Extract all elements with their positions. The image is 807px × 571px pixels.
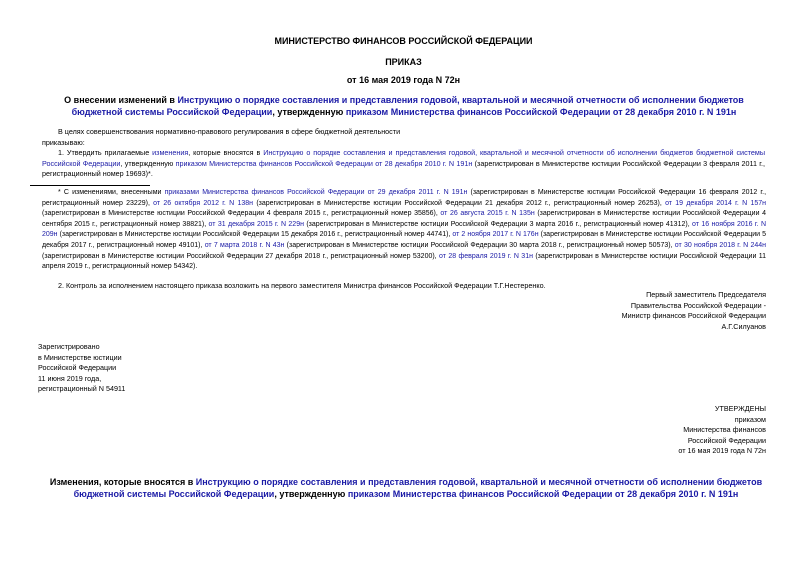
approved-block bbox=[560, 404, 766, 457]
changes-order-191n-link[interactable]: приказом Министерства финансов Российской Федерации от 28 декабря 2010 г. N 191н bbox=[347, 489, 739, 499]
approved-line-3: Министерства финансов bbox=[683, 425, 766, 435]
approved-line-5: от 16 мая 2019 года N 72н bbox=[678, 446, 766, 456]
signature-line-3: Министр финансов Российской Федерации bbox=[621, 311, 766, 321]
registration-number: регистрационный N 54911 bbox=[38, 384, 126, 394]
changes-link[interactable]: изменения bbox=[152, 148, 189, 157]
instruction-link[interactable]: Инструкцию о порядке составления и представления годовой, квартальной и месячной отчетности об исполнении бюджетов бюджетной системы Российской Федерации bbox=[71, 95, 744, 117]
ministry-name: МИНИСТЕРСТВО ФИНАНСОВ РОССИЙСКОЙ ФЕДЕРАЦИИ bbox=[274, 36, 533, 46]
footnote-link-8[interactable]: от 7 марта 2018 г. N 43н bbox=[204, 241, 285, 249]
intro-text: В целях совершенствования нормативно-правового регулирования в сфере бюджетной деятельности bbox=[58, 127, 401, 136]
signature-line-2: Правительства Российской Федерации - bbox=[630, 300, 766, 310]
registration-line-3: Российской Федерации bbox=[38, 363, 117, 373]
footnote-link-7[interactable]: от 2 ноября 2017 г. N 176н bbox=[452, 231, 539, 239]
approved-line-1: УТВЕРЖДЕНЫ bbox=[714, 404, 766, 413]
approved-line-4: Российской Федерации bbox=[687, 435, 766, 445]
doc-date-number: от 16 мая 2019 года N 72н bbox=[346, 75, 461, 85]
footnote-link-4[interactable]: от 26 августа 2015 г. N 135н bbox=[440, 210, 535, 218]
registration-line-1: Зарегистрировано bbox=[38, 342, 100, 351]
footnote-link-10[interactable]: от 28 февраля 2019 г. N 31н bbox=[439, 252, 533, 260]
order-word: приказываю: bbox=[42, 138, 85, 147]
doc-type: ПРИКАЗ bbox=[385, 57, 422, 67]
footnote-link-2[interactable]: от 26 октября 2012 г. N 138н bbox=[153, 199, 254, 207]
document-title: О внесении изменений в Инструкцию о порядке составления и представления годовой, квартальной и месячной отчетности об исполнении бюджетов бюджетной системы Российской Федерации, утвержденную приказом Министерства финансов Российской Федерации от 28 декабря 2010 г. N 191н bbox=[64, 95, 744, 117]
approved-line-2: приказом bbox=[734, 414, 766, 424]
signature-block bbox=[460, 290, 766, 332]
order-191n-link[interactable]: приказом Министерства финансов Российской Федерации от 28 декабря 2010 г. N 191н bbox=[345, 107, 737, 117]
footnote: * С изменениями, внесенными приказами Министерства финансов Российской Федерации от 29 декабря 2011 г. N 191н (зарегистрирован в Министерстве юстиции Российской Федерации 16 февраля 2012 г., регистрационный номер 23229), от 26 октября 2012 г. N 138н (зарегистрирован в Министерстве юстиции Российской Федерации 21 декабря 2012 г., регистрационный номер 26253), от 19 декабря 2014 г. N 157н (зарегистрирован в Министерстве юстиции Российской Федерации 4 февраля 2015 г., регистрационный номер 35856), от 26 августа 2015 г. N 135н (зарегистрирован в Министерстве юстиции Российской Федерации 4 сентября 2015 г., регистрационный номер 38821), от 31 декабря 2015 г. N 229н (зарегистрирован в Министерстве юстиции Российской Федерации 3 марта 2016 г., регистрационный номер 41312), от 16 ноября 2016 г. N 209н (зарегистрирован в Министерстве юстиции Российской Федерации 15 декабря 2016 г., регистрационный номер 44741), от 2 ноября 2017 г. N 176н (зарегистрирован в Министерстве юстиции Российской Федерации 5 декабря 2017 г., регистрационный номер 49101), от 7 марта 2018 г. N 43н (зарегистрирован в Министерстве юстиции Российской Федерации 30 марта 2018 г., регистрационный номер 50573), от 30 ноября 2018 г. N 244н (зарегистрирован в Министерстве юстиции Российской Федерации 27 декабря 2018 г., регистрационный номер 53200), от 28 февраля 2019 г. N 31н (зарегистрирован в Министерстве юстиции Российской Федерации 11 апреля 2019 г., регистрационный номер 54342). bbox=[42, 189, 767, 271]
footnote-link-5[interactable]: от 31 декабря 2015 г. N 229н bbox=[208, 220, 304, 228]
paragraph-1: 1. Утвердить прилагаемые изменения, которые вносятся в Инструкцию о порядке составления и представления годовой, квартальной и месячной отчетности об исполнении бюджетов бюджетной системы Российской Федерации, утвержденную приказом Министерства финансов Российской Федерации от 28 декабря 2010 г. N 191н (зарегистрирован в Министерстве юстиции Российской Федерации 3 февраля 2011 г., регистрационный номер 19693)*. bbox=[42, 148, 765, 179]
order-191n-link-2[interactable]: приказом Министерства финансов Российской Федерации от 28 декабря 2010 г. N 191н bbox=[175, 158, 473, 168]
registration-line-4: 11 июня 2019 года, bbox=[38, 373, 102, 383]
signature-line-1: Первый заместитель Председателя bbox=[646, 290, 766, 299]
footnote-divider bbox=[30, 185, 150, 186]
registration-block bbox=[38, 342, 258, 395]
signature-name: А.Г.Силуанов bbox=[721, 321, 766, 331]
footnote-link-3[interactable]: от 19 декабря 2014 г. N 157н bbox=[665, 199, 766, 207]
footnote-link-9[interactable]: от 30 ноября 2018 г. N 244н bbox=[674, 241, 766, 249]
paragraph-2: 2. Контроль за исполнением настоящего приказа возложить на первого заместителя Министра финансов Российской Федерации Т.Г.Нестеренко. bbox=[58, 281, 546, 290]
instruction-link-2[interactable]: Инструкцию о порядке составления и представления годовой, квартальной и месячной отчетности об исполнении бюджетов бюджетной системы Российской Федерации bbox=[42, 148, 765, 168]
changes-title: Изменения, которые вносятся в Инструкцию о порядке составления и представления годовой, квартальной и месячной отчетности об исполнении бюджетов бюджетной системы Российской Федерации, утвержденную приказом Министерства финансов Российской Федерации от 28 декабря 2010 г. N 191н bbox=[49, 477, 763, 499]
footnote-link-1[interactable]: приказами Министерства финансов Российской Федерации от 29 декабря 2011 г. N 191н bbox=[164, 189, 468, 196]
changes-instruction-link[interactable]: Инструкцию о порядке составления и представления годовой, квартальной и месячной отчетности об исполнении бюджетов бюджетной системы Российской Федерации bbox=[73, 477, 763, 499]
registration-line-2: в Министерстве юстиции bbox=[38, 352, 122, 362]
footnote-link-6[interactable]: от 16 ноября 2016 г. N 209н bbox=[42, 220, 766, 239]
